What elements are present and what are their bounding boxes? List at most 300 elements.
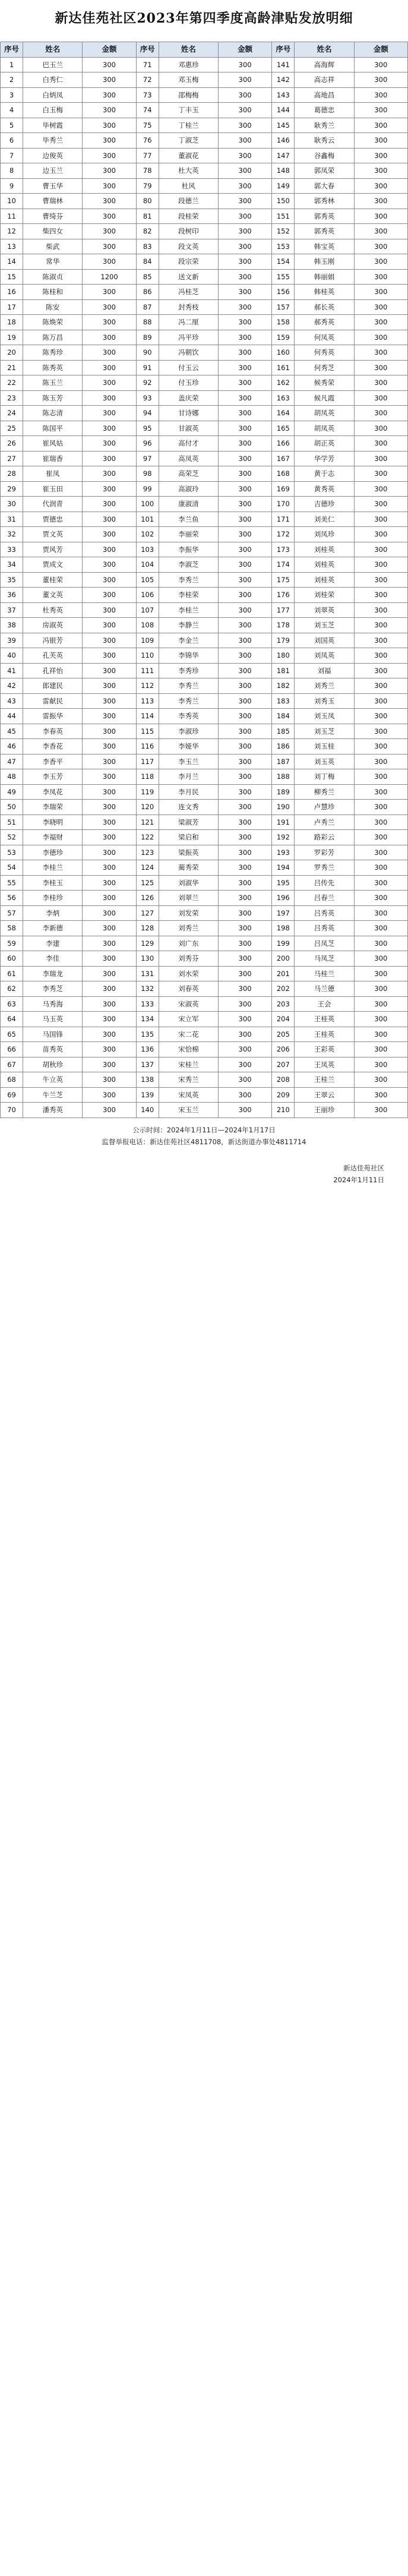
table-row bbox=[1, 678, 408, 694]
cell-name: 刘秀芬 bbox=[159, 951, 218, 967]
table-row bbox=[1, 572, 408, 588]
cell-amount: 300 bbox=[219, 860, 272, 876]
cell-name: 李春英 bbox=[23, 724, 83, 739]
cell-name: 李锦华 bbox=[159, 648, 218, 664]
table-row bbox=[1, 648, 408, 664]
cell-amount: 300 bbox=[83, 921, 136, 936]
cell-amount: 300 bbox=[83, 527, 136, 542]
cell-amount: 300 bbox=[219, 330, 272, 345]
cell-amount: 300 bbox=[83, 72, 136, 88]
cell-amount: 300 bbox=[219, 148, 272, 163]
cell-amount: 300 bbox=[219, 345, 272, 361]
cell-name: 边玉兰 bbox=[23, 163, 83, 179]
cell-amount: 300 bbox=[354, 451, 407, 466]
table-row bbox=[1, 421, 408, 436]
cell-name: 刘丁梅 bbox=[295, 769, 354, 785]
cell-amount: 300 bbox=[354, 406, 407, 421]
cell-id: 93 bbox=[136, 390, 159, 406]
cell-name: 刘水荣 bbox=[159, 966, 218, 981]
cell-id: 24 bbox=[1, 406, 23, 421]
table-row bbox=[1, 905, 408, 921]
cell-id: 111 bbox=[136, 663, 159, 678]
cell-name: 蔺秀荣 bbox=[159, 860, 218, 876]
cell-amount: 300 bbox=[219, 1087, 272, 1103]
cell-name: 韩丽娟 bbox=[295, 269, 354, 285]
cell-name: 送文新 bbox=[159, 269, 218, 285]
cell-amount: 300 bbox=[354, 891, 407, 906]
cell-id: 174 bbox=[272, 557, 295, 573]
cell-name: 宋恰棉 bbox=[159, 1042, 218, 1057]
cell-name: 郝长英 bbox=[295, 299, 354, 315]
cell-id: 171 bbox=[272, 512, 295, 527]
cell-amount: 300 bbox=[354, 845, 407, 860]
cell-id: 98 bbox=[136, 466, 159, 482]
cell-name: 刘玉芝 bbox=[295, 618, 354, 633]
cell-id: 82 bbox=[136, 224, 159, 239]
cell-amount: 300 bbox=[83, 663, 136, 678]
cell-amount: 300 bbox=[354, 269, 407, 285]
cell-amount: 300 bbox=[83, 390, 136, 406]
cell-name: 李晓明 bbox=[23, 815, 83, 830]
cell-name: 雷振华 bbox=[23, 709, 83, 724]
cell-name: 王桂兰 bbox=[295, 1072, 354, 1088]
cell-id: 117 bbox=[136, 754, 159, 769]
cell-id: 154 bbox=[272, 254, 295, 270]
signature-date: 2024年1月11日 bbox=[333, 1176, 384, 1184]
notice-contact: 监督举报电话：新达佳苑社区4811708，新达街道办事处4811714 bbox=[102, 1138, 306, 1146]
cell-amount: 300 bbox=[354, 87, 407, 103]
cell-name: 马玉英 bbox=[23, 1012, 83, 1027]
table-row bbox=[1, 875, 408, 891]
cell-amount: 300 bbox=[83, 739, 136, 755]
table-row bbox=[1, 951, 408, 967]
cell-amount: 300 bbox=[219, 633, 272, 648]
cell-amount: 300 bbox=[354, 739, 407, 755]
cell-id: 18 bbox=[1, 315, 23, 330]
cell-id: 148 bbox=[272, 163, 295, 179]
cell-amount: 300 bbox=[83, 769, 136, 785]
cell-amount: 300 bbox=[354, 481, 407, 497]
cell-name: 何凤英 bbox=[295, 330, 354, 345]
cell-id: 11 bbox=[1, 209, 23, 224]
cell-amount: 300 bbox=[354, 436, 407, 452]
cell-name: 宋二花 bbox=[159, 1027, 218, 1042]
cell-name: 白玉梅 bbox=[23, 103, 83, 118]
cell-id: 60 bbox=[1, 951, 23, 967]
cell-id: 192 bbox=[272, 830, 295, 845]
cell-id: 201 bbox=[272, 966, 295, 981]
cell-amount: 300 bbox=[219, 315, 272, 330]
cell-id: 135 bbox=[136, 1027, 159, 1042]
cell-amount: 300 bbox=[354, 709, 407, 724]
cell-amount: 300 bbox=[83, 118, 136, 133]
cell-name: 牛立英 bbox=[23, 1072, 83, 1088]
cell-amount: 300 bbox=[83, 845, 136, 860]
cell-amount: 300 bbox=[354, 315, 407, 330]
cell-name: 李玉兰 bbox=[159, 754, 218, 769]
cell-id: 4 bbox=[1, 103, 23, 118]
cell-id: 203 bbox=[272, 996, 295, 1012]
cell-amount: 300 bbox=[219, 390, 272, 406]
cell-amount: 300 bbox=[83, 891, 136, 906]
cell-amount: 300 bbox=[83, 375, 136, 391]
cell-id: 25 bbox=[1, 421, 23, 436]
table-row bbox=[1, 224, 408, 239]
cell-id: 54 bbox=[1, 860, 23, 876]
cell-name: 李玉芳 bbox=[23, 769, 83, 785]
cell-amount: 300 bbox=[219, 754, 272, 769]
cell-amount: 300 bbox=[219, 1042, 272, 1057]
header-cell: 金额 bbox=[354, 42, 407, 58]
cell-name: 潘秀英 bbox=[23, 1103, 83, 1118]
cell-amount: 300 bbox=[83, 330, 136, 345]
table-row bbox=[1, 390, 408, 406]
cell-amount: 300 bbox=[219, 163, 272, 179]
cell-amount: 300 bbox=[219, 466, 272, 482]
cell-name: 吕秀英 bbox=[295, 921, 354, 936]
cell-name: 王会 bbox=[295, 996, 354, 1012]
cell-amount: 300 bbox=[83, 936, 136, 951]
cell-amount: 300 bbox=[83, 315, 136, 330]
table-row bbox=[1, 466, 408, 482]
table-row bbox=[1, 1072, 408, 1088]
cell-name: 王丽珍 bbox=[295, 1103, 354, 1118]
table-row bbox=[1, 481, 408, 497]
cell-name: 韩玉刚 bbox=[295, 254, 354, 270]
table-row bbox=[1, 693, 408, 709]
cell-id: 113 bbox=[136, 693, 159, 709]
cell-amount: 300 bbox=[83, 421, 136, 436]
cell-id: 89 bbox=[136, 330, 159, 345]
cell-amount: 300 bbox=[354, 72, 407, 88]
cell-id: 164 bbox=[272, 406, 295, 421]
cell-id: 157 bbox=[272, 299, 295, 315]
cell-name: 杜大英 bbox=[159, 163, 218, 179]
cell-name: 王凤英 bbox=[295, 1057, 354, 1072]
table-row bbox=[1, 754, 408, 769]
cell-name: 董淑花 bbox=[159, 148, 218, 163]
cell-id: 92 bbox=[136, 375, 159, 391]
cell-amount: 300 bbox=[219, 815, 272, 830]
cell-amount: 300 bbox=[83, 497, 136, 512]
cell-name: 罗彩芳 bbox=[295, 845, 354, 860]
cell-name: 刘广东 bbox=[159, 936, 218, 951]
cell-id: 181 bbox=[272, 663, 295, 678]
table-row bbox=[1, 315, 408, 330]
cell-name: 丁淑芝 bbox=[159, 133, 218, 149]
cell-name: 刘桂英 bbox=[295, 557, 354, 573]
cell-id: 19 bbox=[1, 330, 23, 345]
table-row bbox=[1, 724, 408, 739]
cell-name: 郭秀林 bbox=[295, 194, 354, 209]
cell-id: 45 bbox=[1, 724, 23, 739]
cell-name: 李秀兰 bbox=[159, 693, 218, 709]
cell-amount: 300 bbox=[83, 57, 136, 72]
cell-name: 李淑芝 bbox=[159, 557, 218, 573]
cell-name: 李桂兰 bbox=[23, 860, 83, 876]
cell-amount: 300 bbox=[83, 633, 136, 648]
cell-amount: 300 bbox=[354, 830, 407, 845]
cell-amount: 300 bbox=[354, 360, 407, 375]
cell-amount: 300 bbox=[83, 905, 136, 921]
cell-amount: 300 bbox=[219, 512, 272, 527]
cell-id: 200 bbox=[272, 951, 295, 967]
cell-name: 宋桂兰 bbox=[159, 1057, 218, 1072]
cell-amount: 300 bbox=[219, 224, 272, 239]
cell-name: 胡秋珍 bbox=[23, 1057, 83, 1072]
table-row bbox=[1, 239, 408, 254]
cell-name: 毕秀兰 bbox=[23, 133, 83, 149]
cell-name: 卢秀兰 bbox=[295, 815, 354, 830]
cell-amount: 300 bbox=[354, 133, 407, 149]
table-row bbox=[1, 739, 408, 755]
cell-id: 69 bbox=[1, 1087, 23, 1103]
cell-id: 88 bbox=[136, 315, 159, 330]
cell-id: 127 bbox=[136, 905, 159, 921]
cell-amount: 300 bbox=[354, 148, 407, 163]
cell-name: 刘福 bbox=[295, 663, 354, 678]
cell-id: 145 bbox=[272, 118, 295, 133]
cell-name: 耿秀云 bbox=[295, 133, 354, 149]
cell-amount: 300 bbox=[219, 1072, 272, 1088]
cell-amount: 300 bbox=[83, 178, 136, 194]
cell-id: 170 bbox=[272, 497, 295, 512]
cell-name: 马凤芝 bbox=[295, 951, 354, 967]
cell-name: 康淑清 bbox=[159, 497, 218, 512]
cell-amount: 300 bbox=[219, 936, 272, 951]
table-row bbox=[1, 936, 408, 951]
cell-name: 段树印 bbox=[159, 224, 218, 239]
cell-name: 连文秀 bbox=[159, 800, 218, 815]
cell-id: 112 bbox=[136, 678, 159, 694]
table-row bbox=[1, 118, 408, 133]
cell-id: 153 bbox=[272, 239, 295, 254]
cell-id: 209 bbox=[272, 1087, 295, 1103]
cell-id: 46 bbox=[1, 739, 23, 755]
cell-id: 27 bbox=[1, 451, 23, 466]
cell-id: 2 bbox=[1, 72, 23, 88]
cell-id: 57 bbox=[1, 905, 23, 921]
cell-name: 陈国平 bbox=[23, 421, 83, 436]
cell-id: 143 bbox=[272, 87, 295, 103]
cell-name: 郭凤荣 bbox=[295, 163, 354, 179]
cell-amount: 300 bbox=[219, 254, 272, 270]
cell-id: 63 bbox=[1, 996, 23, 1012]
cell-amount: 300 bbox=[83, 709, 136, 724]
cell-name: 宋秀兰 bbox=[159, 1072, 218, 1088]
cell-name: 边俊英 bbox=[23, 148, 83, 163]
cell-id: 208 bbox=[272, 1072, 295, 1088]
table-row bbox=[1, 163, 408, 179]
cell-name: 李秀珍 bbox=[159, 663, 218, 678]
cell-name: 罗秀兰 bbox=[295, 860, 354, 876]
cell-id: 104 bbox=[136, 557, 159, 573]
cell-amount: 300 bbox=[219, 133, 272, 149]
cell-id: 9 bbox=[1, 178, 23, 194]
cell-name: 吕春兰 bbox=[295, 891, 354, 906]
table-body bbox=[1, 57, 408, 1117]
cell-amount: 300 bbox=[219, 542, 272, 557]
cell-name: 候秀荣 bbox=[295, 375, 354, 391]
cell-name: 董文英 bbox=[23, 588, 83, 603]
cell-id: 139 bbox=[136, 1087, 159, 1103]
cell-amount: 300 bbox=[354, 1057, 407, 1072]
cell-id: 152 bbox=[272, 224, 295, 239]
cell-amount: 300 bbox=[219, 178, 272, 194]
cell-id: 26 bbox=[1, 436, 23, 452]
cell-name: 李秀兰 bbox=[159, 678, 218, 694]
table-row bbox=[1, 845, 408, 860]
cell-amount: 300 bbox=[219, 103, 272, 118]
header-cell: 姓名 bbox=[159, 42, 218, 58]
cell-name: 郎建民 bbox=[23, 678, 83, 694]
cell-amount: 300 bbox=[354, 1012, 407, 1027]
cell-name: 崔凤 bbox=[23, 466, 83, 482]
cell-id: 23 bbox=[1, 390, 23, 406]
cell-id: 78 bbox=[136, 163, 159, 179]
table-row bbox=[1, 815, 408, 830]
cell-amount: 300 bbox=[354, 800, 407, 815]
cell-amount: 300 bbox=[354, 996, 407, 1012]
cell-id: 52 bbox=[1, 830, 23, 845]
cell-name: 冯平珍 bbox=[159, 330, 218, 345]
cell-name: 耿秀兰 bbox=[295, 118, 354, 133]
cell-id: 124 bbox=[136, 860, 159, 876]
cell-id: 119 bbox=[136, 784, 159, 800]
cell-name: 李兰鱼 bbox=[159, 512, 218, 527]
table-row bbox=[1, 178, 408, 194]
cell-id: 191 bbox=[272, 815, 295, 830]
cell-id: 1 bbox=[1, 57, 23, 72]
cell-amount: 300 bbox=[219, 891, 272, 906]
cell-name: 李香花 bbox=[23, 739, 83, 755]
cell-id: 77 bbox=[136, 148, 159, 163]
cell-name: 卢慧珍 bbox=[295, 800, 354, 815]
cell-amount: 300 bbox=[83, 299, 136, 315]
cell-name: 何秀芝 bbox=[295, 360, 354, 375]
cell-name: 刘秀玉 bbox=[295, 693, 354, 709]
table-row bbox=[1, 269, 408, 285]
cell-amount: 300 bbox=[83, 784, 136, 800]
cell-id: 196 bbox=[272, 891, 295, 906]
cell-id: 188 bbox=[272, 769, 295, 785]
table-row bbox=[1, 87, 408, 103]
cell-name: 付玉云 bbox=[159, 360, 218, 375]
cell-amount: 300 bbox=[354, 633, 407, 648]
cell-id: 95 bbox=[136, 421, 159, 436]
cell-amount: 300 bbox=[219, 527, 272, 542]
cell-name: 刘玉英 bbox=[295, 754, 354, 769]
cell-id: 33 bbox=[1, 542, 23, 557]
cell-amount: 300 bbox=[219, 1057, 272, 1072]
header-cell: 序号 bbox=[1, 42, 23, 58]
cell-id: 58 bbox=[1, 921, 23, 936]
cell-id: 207 bbox=[272, 1057, 295, 1072]
cell-id: 158 bbox=[272, 315, 295, 330]
cell-id: 102 bbox=[136, 527, 159, 542]
cell-id: 128 bbox=[136, 921, 159, 936]
cell-id: 90 bbox=[136, 345, 159, 361]
cell-name: 吕秀英 bbox=[295, 905, 354, 921]
cell-amount: 300 bbox=[83, 1072, 136, 1088]
cell-name: 崔风姑 bbox=[23, 436, 83, 452]
cell-amount: 300 bbox=[83, 754, 136, 769]
cell-id: 204 bbox=[272, 1012, 295, 1027]
cell-name: 梁启和 bbox=[159, 830, 218, 845]
cell-name: 苗秀英 bbox=[23, 1042, 83, 1057]
cell-id: 39 bbox=[1, 633, 23, 648]
cell-amount: 300 bbox=[354, 209, 407, 224]
cell-name: 刘桂荣 bbox=[295, 588, 354, 603]
cell-amount: 300 bbox=[83, 224, 136, 239]
cell-name: 王桂英 bbox=[295, 1027, 354, 1042]
cell-id: 8 bbox=[1, 163, 23, 179]
cell-amount: 300 bbox=[219, 905, 272, 921]
cell-id: 156 bbox=[272, 285, 295, 300]
cell-amount: 300 bbox=[219, 239, 272, 254]
cell-id: 13 bbox=[1, 239, 23, 254]
cell-name: 李金兰 bbox=[159, 633, 218, 648]
cell-name: 李静兰 bbox=[159, 618, 218, 633]
table-row bbox=[1, 103, 408, 118]
cell-amount: 300 bbox=[219, 269, 272, 285]
cell-id: 167 bbox=[272, 451, 295, 466]
cell-id: 182 bbox=[272, 678, 295, 694]
cell-amount: 300 bbox=[83, 800, 136, 815]
cell-name: 常华 bbox=[23, 254, 83, 270]
cell-id: 130 bbox=[136, 951, 159, 967]
table-row bbox=[1, 663, 408, 678]
table-row bbox=[1, 451, 408, 466]
cell-amount: 300 bbox=[354, 103, 407, 118]
cell-id: 121 bbox=[136, 815, 159, 830]
cell-amount: 300 bbox=[354, 330, 407, 345]
cell-name: 甘淑英 bbox=[159, 421, 218, 436]
cell-amount: 300 bbox=[354, 178, 407, 194]
cell-name: 梁淑芳 bbox=[159, 815, 218, 830]
cell-name: 封秀枝 bbox=[159, 299, 218, 315]
cell-id: 70 bbox=[1, 1103, 23, 1118]
cell-amount: 300 bbox=[354, 1087, 407, 1103]
cell-amount: 300 bbox=[219, 87, 272, 103]
cell-id: 193 bbox=[272, 845, 295, 860]
cell-id: 62 bbox=[1, 981, 23, 997]
cell-amount: 300 bbox=[83, 830, 136, 845]
cell-name: 陈志清 bbox=[23, 406, 83, 421]
cell-name: 柴武 bbox=[23, 239, 83, 254]
cell-name: 邓玉梅 bbox=[159, 72, 218, 88]
cell-amount: 300 bbox=[219, 72, 272, 88]
cell-id: 120 bbox=[136, 800, 159, 815]
cell-id: 80 bbox=[136, 194, 159, 209]
header-cell: 金额 bbox=[83, 42, 136, 58]
header-cell: 姓名 bbox=[23, 42, 83, 58]
cell-amount: 300 bbox=[354, 163, 407, 179]
cell-id: 205 bbox=[272, 1027, 295, 1042]
cell-id: 187 bbox=[272, 754, 295, 769]
cell-id: 68 bbox=[1, 1072, 23, 1088]
cell-amount: 300 bbox=[83, 678, 136, 694]
cell-amount: 300 bbox=[83, 436, 136, 452]
cell-amount: 300 bbox=[354, 375, 407, 391]
cell-amount: 300 bbox=[83, 1012, 136, 1027]
cell-name: 刘凤珍 bbox=[295, 527, 354, 542]
cell-name: 崔瑞香 bbox=[23, 451, 83, 466]
cell-amount: 300 bbox=[83, 1027, 136, 1042]
cell-id: 83 bbox=[136, 239, 159, 254]
cell-id: 109 bbox=[136, 633, 159, 648]
cell-name: 陈万昌 bbox=[23, 330, 83, 345]
